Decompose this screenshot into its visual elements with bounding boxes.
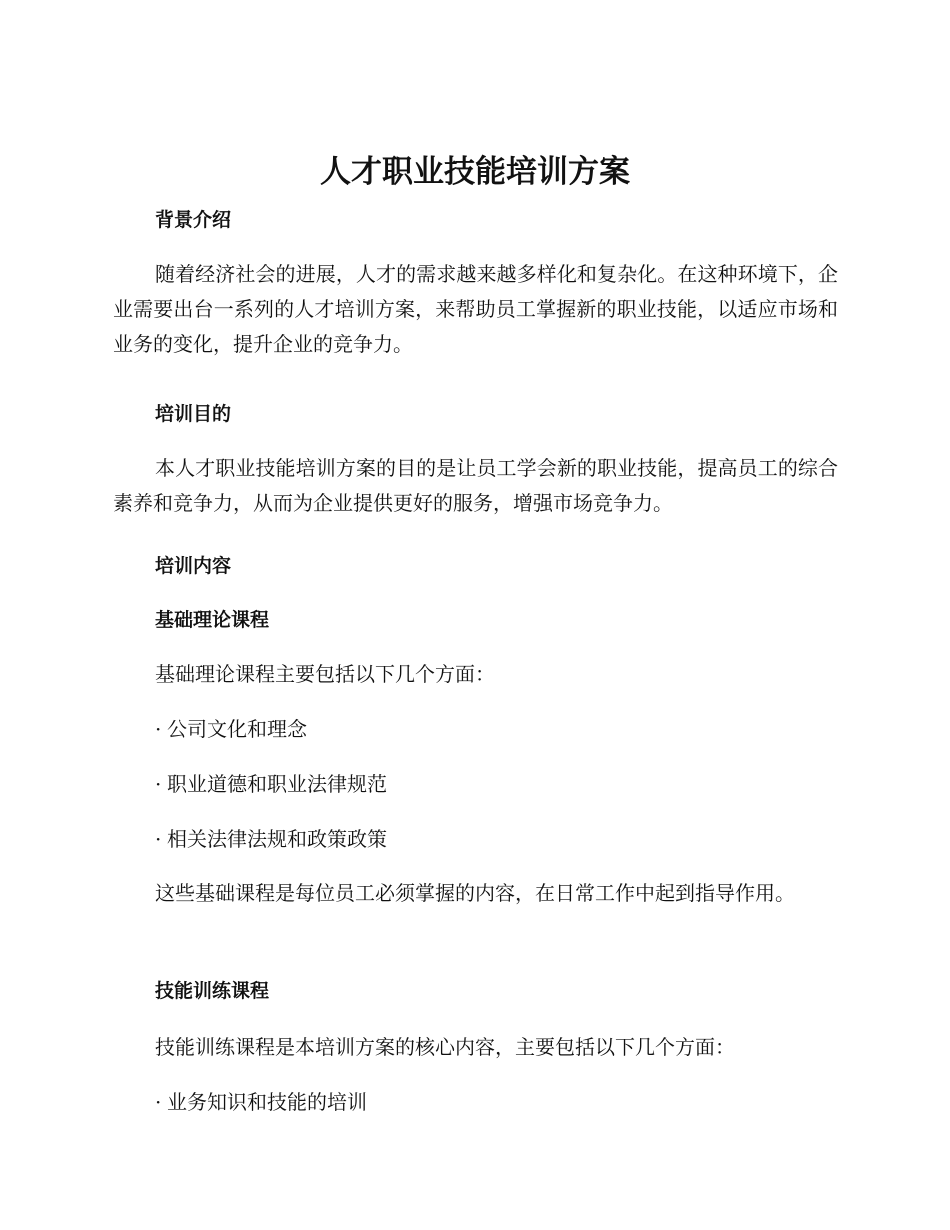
bullet-marker: · bbox=[155, 827, 162, 851]
list-item bbox=[155, 1088, 367, 1116]
heading-purpose: 培训目的 bbox=[155, 403, 232, 425]
document-title: 人才职业技能培训方案 bbox=[320, 154, 630, 190]
list-item-text: 相关法律法规和政策政策 bbox=[167, 827, 387, 851]
skill-training-intro: 技能训练课程是本培训方案的核心内容，主要包括以下几个方面： bbox=[155, 1035, 735, 1059]
list-item-text: 业务知识和技能的培训 bbox=[167, 1090, 367, 1114]
basic-theory-intro: 基础理论课程主要包括以下几个方面： bbox=[155, 662, 495, 686]
basic-theory-conclusion: 这些基础课程是每位员工必须掌握的内容，在日常工作中起到指导作用。 bbox=[155, 881, 795, 905]
heading-skill-training: 技能训练课程 bbox=[155, 980, 270, 1002]
list-item bbox=[155, 825, 387, 853]
list-item-text: 公司文化和理念 bbox=[167, 717, 307, 741]
bullet-marker: · bbox=[155, 717, 162, 741]
paragraph-background: 随着经济社会的进展，人才的需求越来越多样化和复杂化。在这种环境下，企业需要出台一系列的人才培训方案，来帮助员工掌握新的职业技能，以适应市场和业务的变化，提升企业的竞争力。 bbox=[113, 262, 838, 356]
list-item bbox=[155, 715, 307, 743]
heading-basic-theory: 基础理论课程 bbox=[155, 609, 270, 631]
list-item-text: 职业道德和职业法律规范 bbox=[167, 772, 387, 796]
bullet-marker: · bbox=[155, 772, 162, 796]
list-item bbox=[155, 770, 387, 798]
paragraph-purpose: 本人才职业技能培训方案的目的是让员工学会新的职业技能，提高员工的综合素养和竞争力，从而为企业提供更好的服务，增强市场竞争力。 bbox=[113, 456, 838, 515]
bullet-marker: · bbox=[155, 1090, 162, 1114]
heading-content: 培训内容 bbox=[155, 555, 232, 577]
heading-background: 背景介绍 bbox=[155, 209, 232, 231]
